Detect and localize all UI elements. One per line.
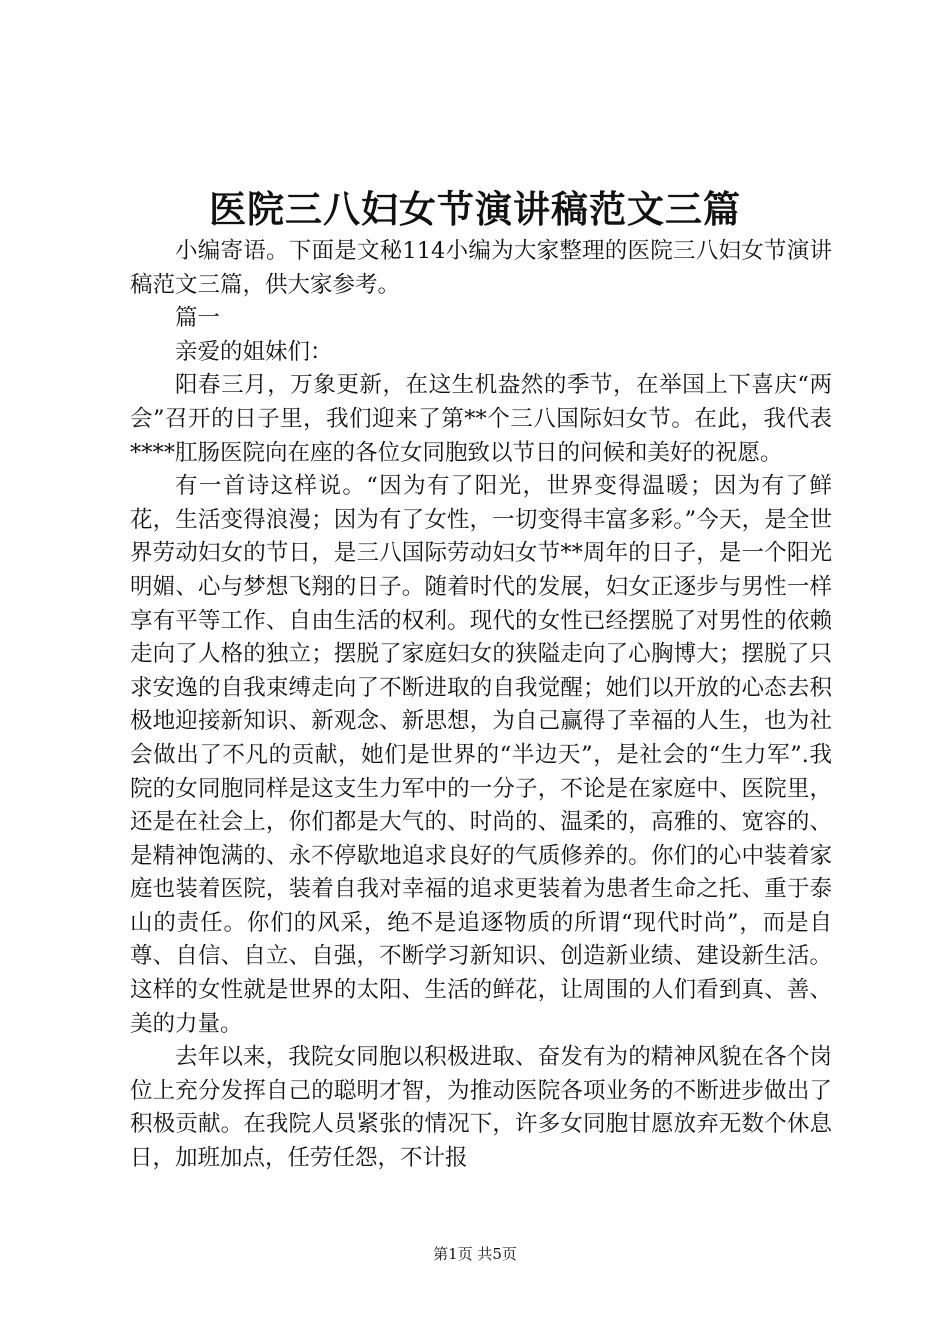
page-number-footer: 第1页 共5页 [433,1245,517,1263]
paragraph-salutation: 亲爱的姐妹们： [175,338,333,365]
paragraph-section-heading: 篇一 [175,305,221,332]
paragraph-body: 去年以来，我院女同胞以积极进取、奋发有为的精神风貌在各个岗位上充分发挥自己的聪明才智，为推动医院各项业务的不断进步做出了积极贡献。在我院人员紧张的情况下，许多女同胞甘愿放弃无数个休息日，加班加点，任劳任怨，不计报 [130,1044,832,1172]
paragraph-body: 有一首诗这样说。“因为有了阳光，世界变得温暖；因为有了鲜花，生活变得浪漫；因为有了女性，一切变得丰富多彩。”今天，是全世界劳动妇女的节日，是三八国际劳动妇女节**周年的日子，是一个阳光明媚、心与梦想飞翔的日子。随着时代的发展，妇女正逐步与男性一样享有平等工作、自由生活的权利。现代的女性已经摆脱了对男性的依赖走向了人格的独立；摆脱了家庭妇女的狭隘走向了心胸博大；摆脱了只求安逸的自我束缚走向了不断进取的自我觉醒；她们以开放的心态去积极地迎接新知识、新观念、新思想，为自己赢得了幸福的人生，也为社会做出了不凡的贡献，她们是世界的“半边天”，是社会的“生力军”.我院的女同胞同样是这支生力军中的一分子，不论是在家庭中、医院里，还是在社会上，你们都是大气的、时尚的、温柔的，高雅的、宽容的、是精神饱满的、永不停歇地追求良好的气质修养的。你们的心中装着家庭也装着医院，装着自我对幸福的追求更装着为患者生命之托、重于泰山的责任。你们的风采，绝不是追逐物质的所谓“现代时尚”，而是自尊、自信、自立、自强，不断学习新知识、创造新业绩、建设新生活。这样的女性就是世界的太阳、生活的鲜花，让周围的人们看到真、善、美的力量。 [130,473,832,1037]
document-body [130,235,832,1176]
paragraph-intro: 小编寄语。下面是文秘114小编为大家整理的医院三八妇女节演讲稿范文三篇，供大家参考。 [130,238,832,298]
document-title: 医院三八妇女节演讲稿范文三篇 [209,187,741,231]
paragraph-body: 阳春三月，万象更新，在这生机盎然的季节，在举国上下喜庆“两会”召开的日子里，我们迎来了第**个三八国际妇女节。在此，我代表****肛肠医院向在座的各位女同胞致以节日的问候和美好的祝愿。 [130,372,832,466]
